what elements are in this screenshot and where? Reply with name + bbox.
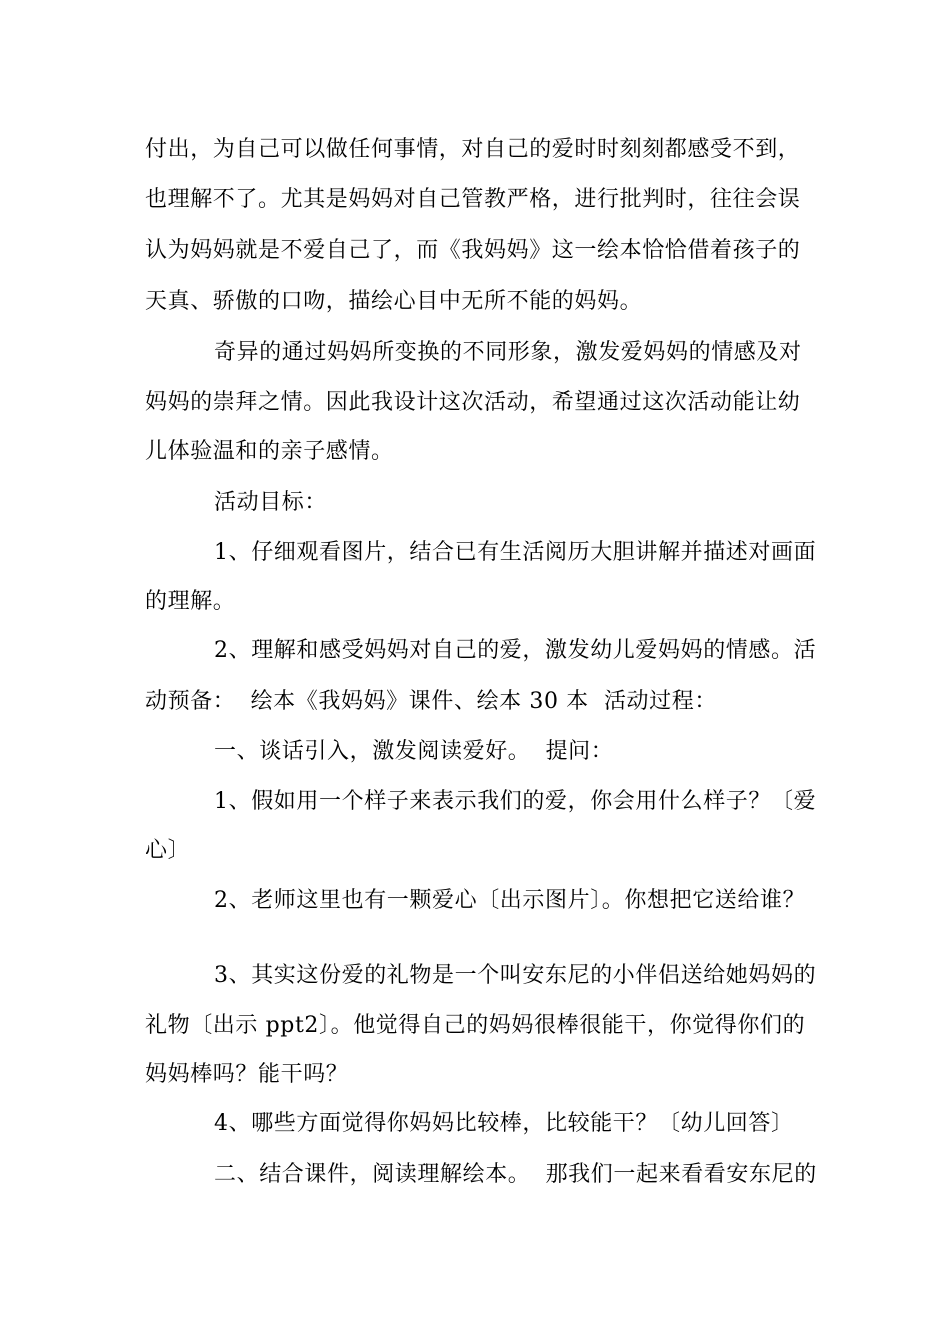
paragraph-line: 付出，为自己可以做任何事情，对自己的爱时时刻刻都感受不到， [145, 137, 801, 162]
paragraph-line: 1、仔细观看图片，结合已有生活阅历大胆讲解并描述对画面 [214, 540, 817, 565]
paragraph-line: 动预备： 绘本《我妈妈》课件、绘本 30 本 活动过程： [145, 689, 717, 714]
paragraph-line: 心〕 [145, 838, 191, 863]
paragraph-line: 也理解不了。尤其是妈妈对自己管教严格，进行批判时，往往会误 [145, 187, 801, 212]
paragraph-line: 认为妈妈就是不爱自己了，而《我妈妈》这一绘本恰恰借着孩子的 [145, 238, 801, 263]
paragraph-line: 儿体验温和的亲子感情。 [145, 439, 394, 464]
paragraph-line: 3、其实这份爱的礼物是一个叫安东尼的小伴侣送给她妈妈的 [214, 963, 817, 988]
paragraph-line: 2、理解和感受妈妈对自己的爱，激发幼儿爱妈妈的情感。活 [214, 638, 817, 663]
paragraph-line: 一、谈话引入，激发阅读爱好。 提问： [214, 739, 614, 764]
paragraph-line: 天真、骄傲的口吻，描绘心目中无所不能的妈妈。 [145, 289, 643, 314]
paragraph-line: 二、结合课件，阅读理解绘本。 那我们一起来看看安东尼的 [214, 1162, 817, 1187]
paragraph-line: 4、哪些方面觉得你妈妈比较棒，比较能干？〔幼儿回答〕 [214, 1111, 794, 1136]
section-heading: 活动目标： [214, 490, 328, 515]
paragraph-line: 妈妈棒吗？能干吗？ [145, 1062, 349, 1087]
paragraph-line: 礼物〔出示 ppt2〕。他觉得自己的妈妈很棒很能干，你觉得你们的 [145, 1013, 806, 1038]
paragraph-line: 1、假如用一个样子来表示我们的爱，你会用什么样子？〔爱 [214, 789, 817, 814]
paragraph-line: 妈妈的崇拜之情。因此我设计这次活动，希望通过这次活动能让幼 [145, 390, 801, 415]
paragraph-line: 奇异的通过妈妈所变换的不同形象，激发爱妈妈的情感及对 [214, 340, 802, 365]
paragraph-line: 的理解。 [145, 589, 236, 614]
paragraph-line: 2、老师这里也有一颗爱心〔出示图片〕。你想把它送给谁？ [214, 888, 806, 913]
